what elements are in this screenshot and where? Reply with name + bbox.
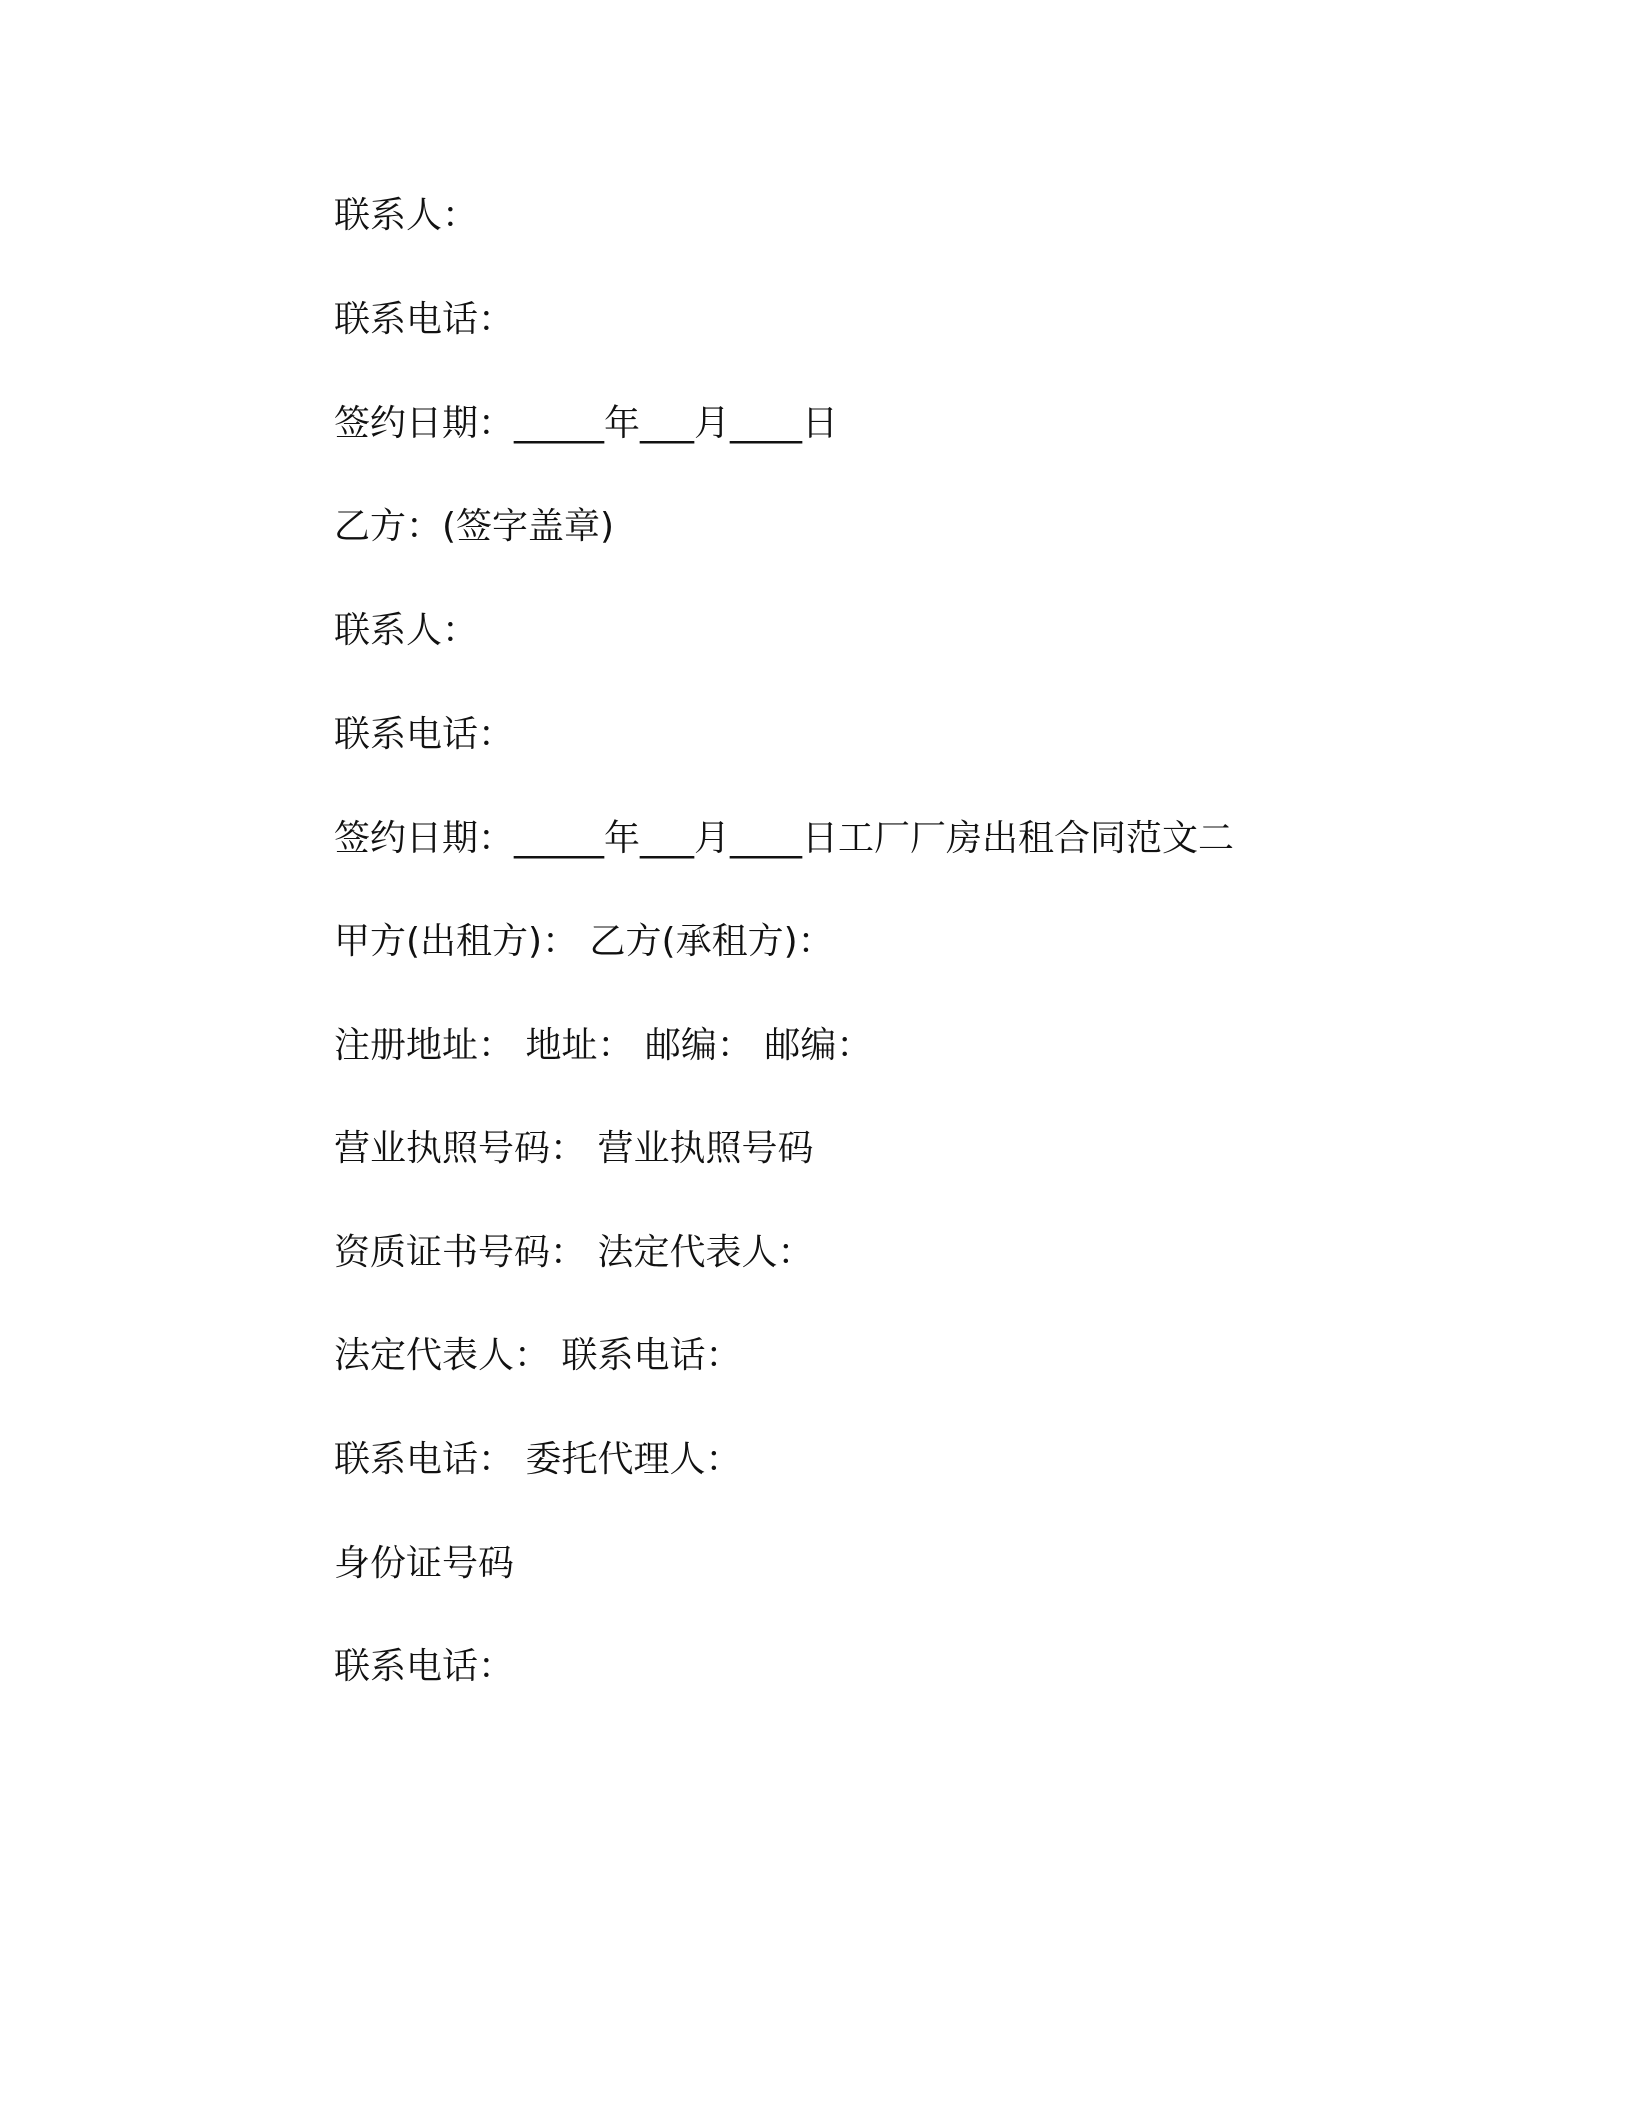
signing-date-line: 签约日期：_____年___月____日 <box>334 403 839 444</box>
contact-phone-line: 联系电话： <box>334 1646 515 1687</box>
contact-phone-line: 联系电话： <box>334 714 515 755</box>
contact-phone-line: 联系电话： <box>334 299 515 340</box>
contact-person-line: 联系人： <box>334 610 479 651</box>
business-license-line: 营业执照号码： 营业执照号码 <box>334 1128 814 1169</box>
signing-date-title-line: 签约日期：_____年___月____日工厂厂房出租合同范文二 <box>334 818 1235 859</box>
qualification-line: 资质证书号码： 法定代表人： <box>334 1232 814 1273</box>
parties-line: 甲方(出租方)： 乙方(承租方)： <box>334 921 834 962</box>
legal-representative-line: 法定代表人： 联系电话： <box>334 1335 742 1376</box>
party-b-signature-line: 乙方：(签字盖章) <box>334 506 615 547</box>
address-line: 注册地址： 地址： 邮编： 邮编： <box>334 1025 873 1066</box>
phone-agent-line: 联系电话： 委托代理人： <box>334 1439 742 1480</box>
id-number-line: 身份证号码 <box>334 1543 515 1584</box>
contact-person-line: 联系人： <box>334 195 479 236</box>
